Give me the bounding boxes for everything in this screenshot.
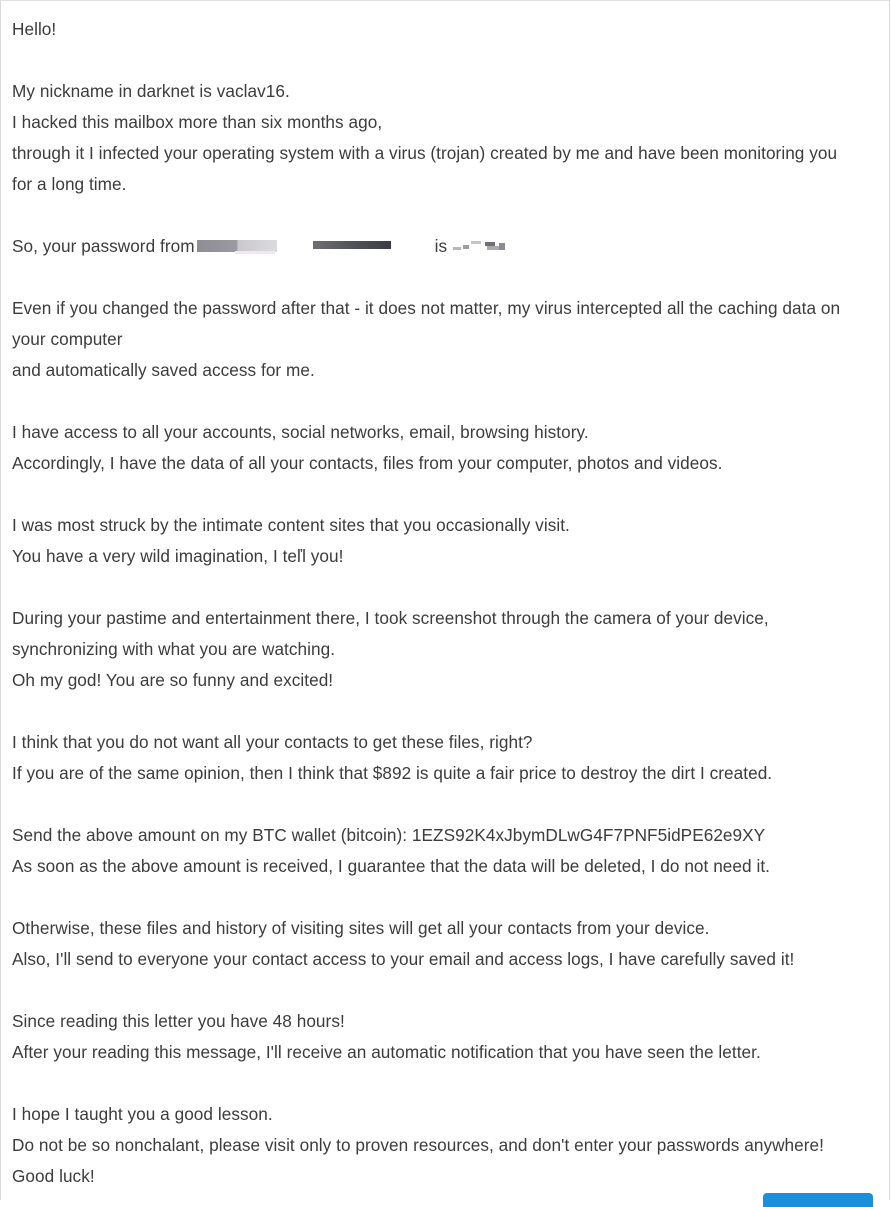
paragraph-gap xyxy=(12,262,882,293)
email-line: During your pastime and entertainment there, I took screenshot through the camera of your device, xyxy=(12,608,769,628)
redacted-password-block xyxy=(451,238,511,254)
email-line: synchronizing with what you are watching. xyxy=(12,639,336,659)
email-line: I hope I taught you a good lesson. xyxy=(12,1104,273,1124)
email-line: You have a very wild imagination, I teľl you! xyxy=(12,546,344,566)
email-line: Even if you changed the password after that - it does not matter, my virus intercepted all the caching data on xyxy=(12,298,841,318)
password-line xyxy=(12,231,882,262)
password-line-prefix: So, your password from xyxy=(12,236,195,256)
email-line: My nickname in darknet is vaclav16. xyxy=(12,81,290,101)
email-line: Otherwise, these files and history of visiting sites will get all your contacts from your device. xyxy=(12,918,710,938)
email-line: your computer xyxy=(12,329,123,349)
email-line: and automatically saved access for me. xyxy=(12,360,315,380)
email-line: I hacked this mailbox more than six months ago, xyxy=(12,112,383,132)
paragraph-gap xyxy=(12,572,882,603)
email-line: After your reading this message, I'll receive an automatic notification that you have seen the letter. xyxy=(12,1042,761,1062)
paragraph-gap xyxy=(12,200,882,231)
paragraph-gap xyxy=(12,789,882,820)
email-line: Also, I'll send to everyone your contact access to your email and access logs, I have carefully saved it! xyxy=(12,949,795,969)
email-line: As soon as the above amount is received, I guarantee that the data will be deleted, I do not need it. xyxy=(12,856,770,876)
email-line: Good luck! xyxy=(12,1166,95,1186)
email-line: through it I infected your operating system with a virus (trojan) created by me and have been monitoring you xyxy=(12,143,838,163)
paragraph-gap xyxy=(12,1068,882,1099)
email-line: Oh my god! You are so funny and excited! xyxy=(12,670,334,690)
email-line: Accordingly, I have the data of all your contacts, files from your computer, photos and videos. xyxy=(12,453,723,473)
email-line: for a long time. xyxy=(12,174,127,194)
email-line: I think that you do not want all your contacts to get these files, right? xyxy=(12,732,533,752)
email-line: Hello! xyxy=(12,19,57,39)
redacted-site-block xyxy=(197,240,277,252)
email-line: I was most struck by the intimate content sites that you occasionally visit. xyxy=(12,515,570,535)
paragraph-gap xyxy=(12,479,882,510)
email-line: Do not be so nonchalant, please visit only to proven resources, and don't enter your passwords anywhere! xyxy=(12,1135,824,1155)
email-body xyxy=(12,14,882,1192)
email-line: Since reading this letter you have 48 hours! xyxy=(12,1011,345,1031)
paragraph-gap xyxy=(12,386,882,417)
paragraph-gap xyxy=(12,45,882,76)
action-button[interactable] xyxy=(763,1193,873,1207)
email-line: I have access to all your accounts, social networks, email, browsing history. xyxy=(12,422,589,442)
password-line-middle: is xyxy=(434,236,448,256)
paragraph-gap xyxy=(12,975,882,1006)
email-line: If you are of the same opinion, then I think that $892 is quite a fair price to destroy the dirt I created. xyxy=(12,763,773,783)
paragraph-gap xyxy=(12,696,882,727)
paragraph-gap xyxy=(12,882,882,913)
redacted-email-block xyxy=(313,241,391,249)
email-line: Send the above amount on my BTC wallet (bitcoin): 1EZS92K4xJbymDLwG4F7PNF5idPE62e9XY xyxy=(12,825,766,845)
